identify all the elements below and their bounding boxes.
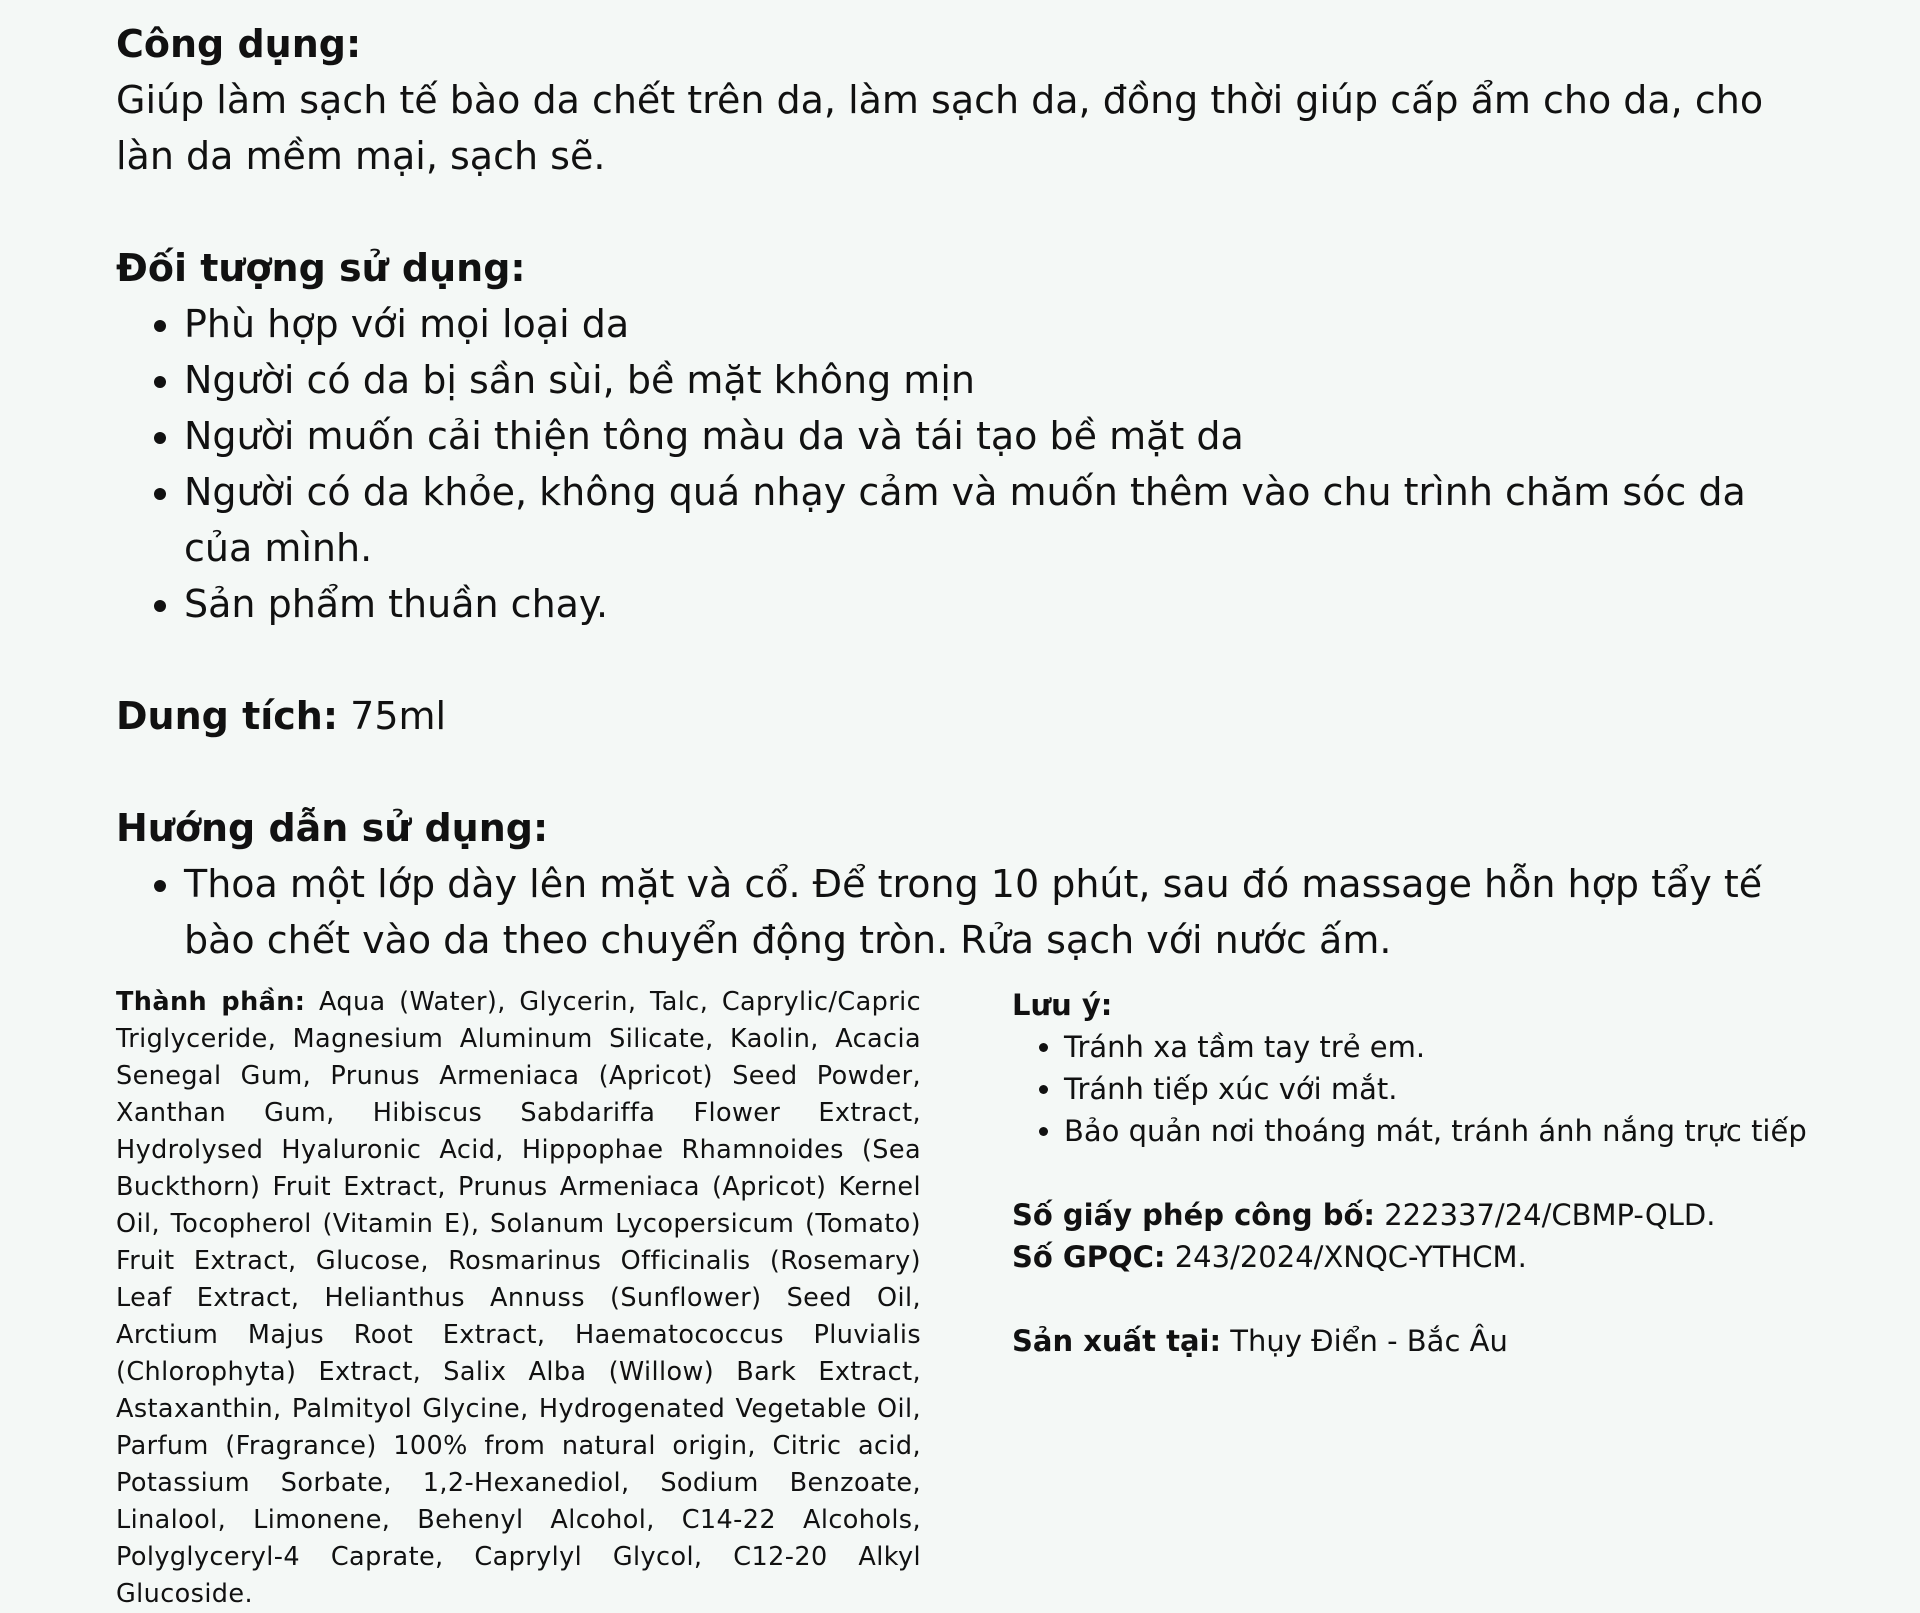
list-item: • Thoa một lớp dày lên mặt và cổ. Để trong 10 phút, sau đó massage hỗn hợp tẩy tế bào chết vào da theo chuyển động tròn. Rửa sạch với nước ấm. xyxy=(184,856,1816,968)
ingredients-label: Thành phần: xyxy=(116,987,306,1017)
target-users-list xyxy=(116,296,1816,632)
uses-heading: Công dụng: xyxy=(116,22,362,66)
notes-list xyxy=(1012,1026,1832,1152)
origin-label: Sản xuất tại: xyxy=(1012,1324,1222,1358)
details-section xyxy=(116,984,1816,1609)
product-description xyxy=(116,16,1816,968)
license-value: 222337/24/CBMP-QLD. xyxy=(1384,1198,1716,1232)
list-item: • Bảo quản nơi thoáng mát, tránh ánh nắng trực tiếp xyxy=(1064,1110,1832,1152)
gpqc-label: Số GPQC: xyxy=(1012,1240,1166,1274)
list-item: • Tránh xa tầm tay trẻ em. xyxy=(1064,1026,1832,1068)
list-item: • Sản phẩm thuần chay. xyxy=(184,576,1816,632)
ingredients-block xyxy=(116,984,921,1613)
list-item: • Người muốn cải thiện tông màu da và tái tạo bề mặt da xyxy=(184,408,1816,464)
ingredients-text: Aqua (Water), Glycerin, Talc, Caprylic/Capric Triglyceride, Magnesium Aluminum Silicate, Kaolin, Acacia Senegal Gum, Prunus Armeniaca (Apricot) Seed Powder, Xanthan Gum, Hibiscus Sabdariffa Flower Extract, Hydrolysed Hyaluronic Acid, Hippophae Rhamnoides (Sea Buckthorn) Fruit Extract, Prunus Armeniaca (Apricot) Kernel Oil, Tocopherol (Vitamin E), Solanum Lycopersicum (Tomato) Fruit Extract, Glucose, Rosmarinus Officinalis (Rosemary) Leaf Extract, Helianthus Annuss (Sunflower) Seed Oil, Arctium Majus Root Extract, Haematococcus Pluvialis (Chlorophyta) Extract, Salix Alba (Willow) Bark Extract, Astaxanthin, Palmityol Glycine, Hydrogenated Vegetable Oil, Parfum (Fragrance) 100% from natural origin, Citric acid, Potassium Sorbate, 1,2-Hexanediol, Sodium Benzoate, Linalool, Limonene, Behenyl Alcohol, C14-22 Alcohols, Polyglyceryl-4 Caprate, Caprylyl Glycol, C12-20 Alkyl Glucoside. xyxy=(116,987,921,1609)
uses-text: Giúp làm sạch tế bào da chết trên da, làm sạch da, đồng thời giúp cấp ẩm cho da, cho làn da mềm mại, sạch sẽ. xyxy=(116,78,1764,178)
list-item: • Phù hợp với mọi loại da xyxy=(184,296,1816,352)
license-line xyxy=(1012,1194,1832,1236)
origin-line xyxy=(1012,1320,1832,1362)
gpqc-line xyxy=(1012,1236,1832,1278)
notes-heading: Lưu ý: xyxy=(1012,988,1113,1022)
capacity-value: 75ml xyxy=(350,694,447,738)
list-item: • Người có da khỏe, không quá nhạy cảm và muốn thêm vào chu trình chăm sóc da của mình. xyxy=(184,464,1816,576)
license-label: Số giấy phép công bố: xyxy=(1012,1198,1375,1232)
list-item: • Tránh tiếp xúc với mắt. xyxy=(1064,1068,1832,1110)
origin-value: Thụy Điển - Bắc Âu xyxy=(1230,1324,1508,1358)
capacity-line xyxy=(116,688,1816,744)
instructions-list xyxy=(116,856,1816,968)
notes-block xyxy=(1012,984,1832,1362)
instructions-heading: Hướng dẫn sử dụng: xyxy=(116,806,549,850)
target-users-heading: Đối tượng sử dụng: xyxy=(116,246,526,290)
capacity-label: Dung tích: xyxy=(116,694,339,738)
gpqc-value: 243/2024/XNQC-YTHCM. xyxy=(1174,1240,1527,1274)
list-item: • Người có da bị sần sùi, bề mặt không mịn xyxy=(184,352,1816,408)
